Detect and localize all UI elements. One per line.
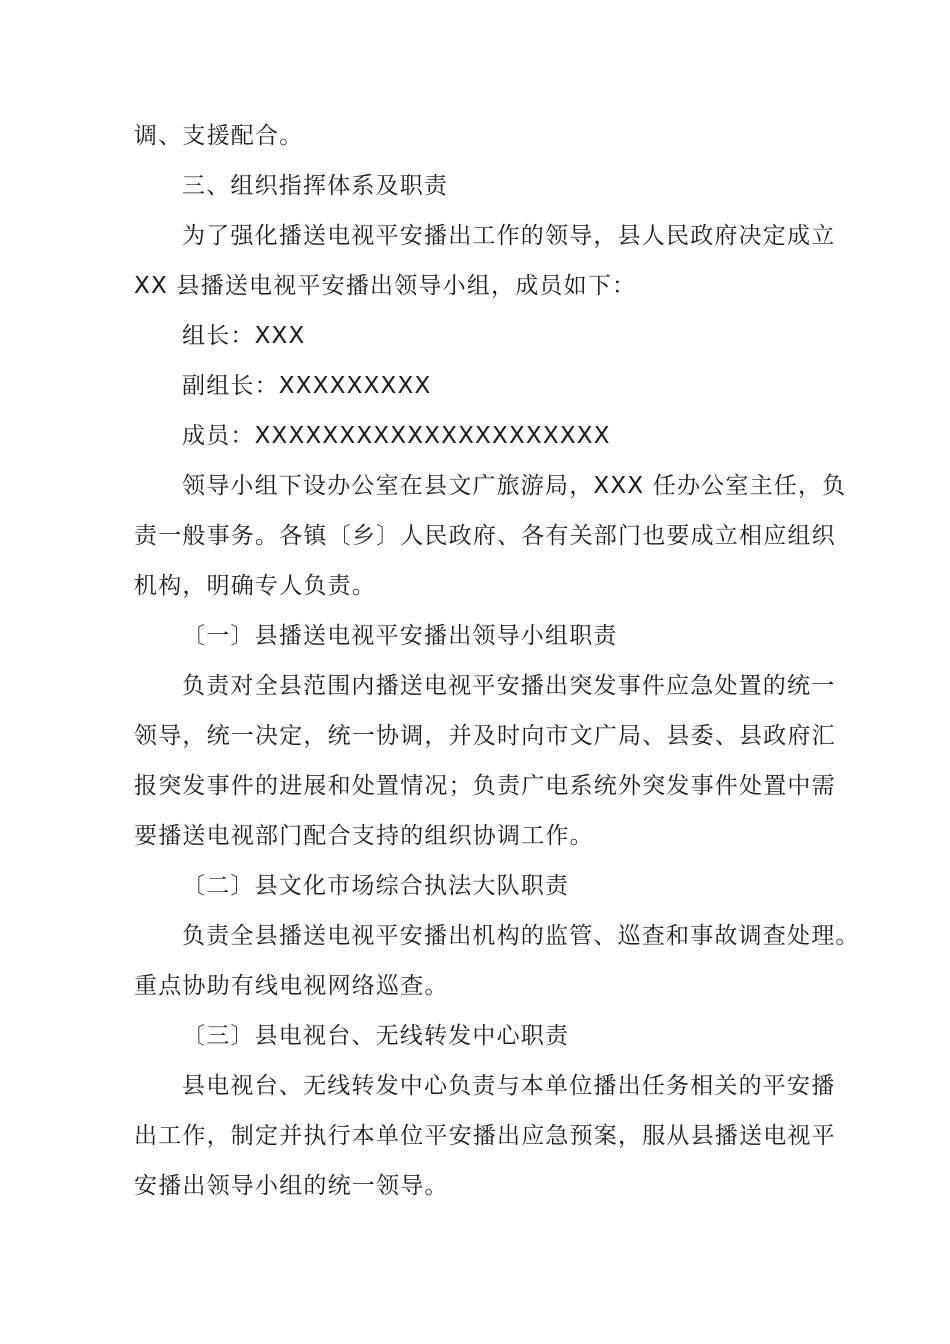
- body-text-line: 出工作，制定并执行本单位平安播出应急预案，服从县播送电视平: [134, 1123, 836, 1149]
- body-text-line: XX 县播送电视平安播出领导小组，成员如下：: [134, 273, 637, 299]
- body-text-line: 要播送电视部门配合支持的组织协调工作。: [134, 823, 594, 849]
- body-text-line: 责一般事务。各镇〔乡〕人民政府、各有关部门也要成立相应组织: [134, 523, 836, 549]
- member-deputy-line: 副组长：XXXXXXXXX: [182, 373, 432, 399]
- subsection-heading: 〔三〕县电视台、无线转发中心职责: [182, 1023, 570, 1049]
- body-text-line: 机构，明确专人负责。: [134, 573, 376, 599]
- body-text-line: 领导，统一决定，统一协调，并及时向市文广局、县委、县政府汇: [134, 723, 836, 749]
- body-text-line: 重点协助有线电视网络巡查。: [134, 973, 449, 999]
- body-text-line: 县电视台、无线转发中心负责与本单位播出任务相关的平安播: [182, 1073, 836, 1099]
- body-text-line: 调、支援配合。: [134, 123, 304, 149]
- body-text-line: 负责对全县范围内播送电视平安播出突发事件应急处置的统一: [182, 673, 836, 699]
- body-text-line: 为了强化播送电视平安播出工作的领导，县人民政府决定成立: [182, 223, 836, 249]
- section-heading: 三、组织指挥体系及职责: [182, 173, 449, 199]
- subsection-heading: 〔二〕县文化市场综合执法大队职责: [182, 873, 570, 899]
- member-leader-line: 组长：XXX: [182, 323, 306, 349]
- body-text-line: 领导小组下设办公室在县文广旅游局，XXX 任办公室主任，负: [182, 473, 847, 499]
- member-list-line: 成员：XXXXXXXXXXXXXXXXXXXXX: [182, 423, 611, 449]
- subsection-heading: 〔一〕县播送电视平安播出领导小组职责: [182, 623, 618, 649]
- body-text-line: 报突发事件的进展和处置情况；负责广电系统外突发事件处置中需: [134, 773, 836, 799]
- body-text-line: 安播出领导小组的统一领导。: [134, 1173, 449, 1199]
- body-text-line: 负责全县播送电视平安播出机构的监管、巡查和事故调查处理。: [182, 923, 860, 949]
